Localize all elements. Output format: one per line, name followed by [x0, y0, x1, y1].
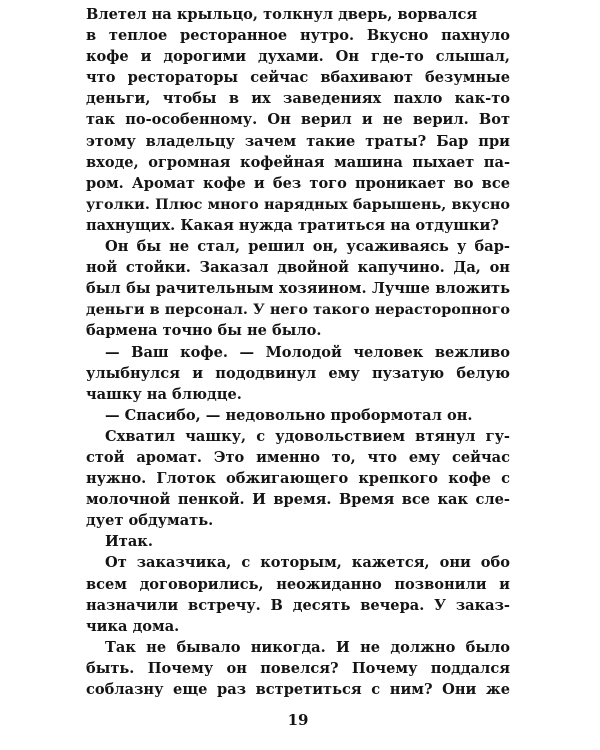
- text-line: Схватил чашку, с удовольствием втянул гу-: [105, 427, 510, 445]
- page-number: 19: [287, 711, 309, 729]
- text-line: чика дома.: [86, 617, 180, 635]
- text-line: Он бы не стал, решил он, усаживаясь у бар-: [105, 238, 510, 256]
- body-text: [86, 4, 510, 700]
- text-line: — Ваш кофе. — Молодой человек вежливо: [105, 343, 510, 361]
- text-line: стой аромат. Это именно то, что ему сейчас: [86, 448, 510, 466]
- text-line: чашку на блюдце.: [86, 385, 242, 403]
- text-line: этому владельцу зачем такие траты? Бар при: [86, 132, 510, 150]
- text-line: был бы рачительным хозяином. Лучше вложить: [86, 280, 510, 298]
- book-page: [86, 4, 510, 746]
- text-line: входе, огромная кофейная машина пыхает па-: [86, 153, 510, 171]
- text-line: уголки. Плюс много нарядных барышень, вкусно: [86, 195, 510, 213]
- text-line: Влетел на крыльцо, толкнул дверь, ворвался: [86, 6, 478, 23]
- text-line: в теплое ресторанное нутро. Вкусно пахнуло: [86, 27, 510, 45]
- text-line: быть. Почему он повелся? Почему поддался: [86, 659, 510, 677]
- text-line: нужно. Глоток обжигающего крепкого кофе с: [86, 470, 510, 488]
- text-line: что рестораторы сейчас вбахивают безумные: [86, 69, 510, 87]
- text-line: бармена точно бы не было.: [86, 322, 322, 340]
- text-line: От заказчика, с которым, кажется, они обо: [105, 554, 510, 572]
- text-line: улыбнулся и пододвинул ему пузатую белую: [86, 364, 510, 382]
- text-line: деньги, чтобы в их заведениях пахло как-то: [86, 90, 510, 108]
- text-line: молочной пенкой. И время. Время все как сле-: [86, 491, 510, 509]
- text-line: — Спасибо, — недовольно пробормотал он.: [105, 406, 473, 424]
- text-line: пахнущих. Какая нужда тратиться на отдушки?: [86, 216, 499, 234]
- text-line: соблазну еще раз встретиться с ним? Они же: [86, 681, 510, 698]
- text-line: дует обдумать.: [86, 512, 214, 530]
- text-line: назначили встречу. В десять вечера. У заказ-: [86, 596, 510, 614]
- text-line: Так не бывало никогда. И не должно было: [105, 638, 510, 656]
- text-line: кофе и дорогими духами. Он где-то слышал,: [86, 48, 510, 66]
- text-line: Итак.: [105, 533, 153, 551]
- text-line: всем договорились, неожиданно позвонили и: [86, 575, 510, 593]
- text-line: деньги в персонал. У него такого нерасторопного: [86, 301, 510, 319]
- text-line: ром. Аромат кофе и без того проникает во все: [86, 174, 510, 192]
- text-line: так по-особенному. Он верил и не верил. Вот: [86, 111, 510, 129]
- text-line: ной стойки. Заказал двойной капучино. Да, он: [86, 259, 510, 277]
